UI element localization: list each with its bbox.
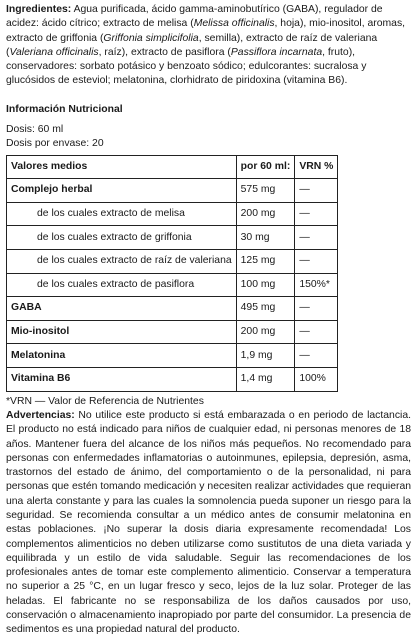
nutrient-amount: 575 mg (236, 179, 295, 203)
nutrient-name: Vitamina B6 (7, 368, 237, 392)
table-row (7, 320, 338, 344)
doses-per-pack-text: Dosis por envase: 20 (6, 138, 104, 150)
nutrient-name: Melatonina (7, 344, 237, 368)
table-row (7, 297, 338, 321)
nutrient-name: de los cuales extracto de raíz de valeriana (7, 250, 237, 274)
nutrient-vrn: — (295, 202, 338, 226)
warnings-label: Advertencias: (6, 409, 75, 421)
vrn-footnote: *VRN — Valor de Referencia de Nutrientes (6, 395, 204, 407)
ingredients-paragraph (6, 3, 411, 89)
nutrient-amount: 1,4 mg (236, 368, 295, 392)
table-row (7, 368, 338, 392)
ingredient-text-segment: Agua purificada, ácido gamma-aminobutírico (GABA), regulador de acidez: ácido cítrico; extracto de melisa ( (6, 4, 383, 30)
nutrient-amount: 30 mg (236, 226, 295, 250)
nutrient-amount: 200 mg (236, 202, 295, 226)
header-per-60ml: por 60 ml: (236, 155, 295, 179)
nutrient-amount: 200 mg (236, 320, 295, 344)
ingredient-latin-name: Griffonia simplicifolia (103, 32, 199, 44)
nutrient-vrn: — (295, 250, 338, 274)
table-row (7, 226, 338, 250)
table-row (7, 344, 338, 368)
nutrient-vrn: — (295, 344, 338, 368)
nutrient-amount: 100 mg (236, 273, 295, 297)
ingredients-label: Ingredientes: (6, 4, 72, 15)
table-header-row (7, 155, 338, 179)
nutrient-vrn: 100% (295, 368, 338, 392)
header-vrn: VRN % (295, 155, 338, 179)
nutrient-name: GABA (7, 297, 237, 321)
nutrient-name: Mio-inositol (7, 320, 237, 344)
dose-text: Dosis: 60 ml (6, 124, 64, 136)
warnings-text: No utilice este producto si está embarazada o en periodo de lactancia. El producto no está indicado para niños de cualquier edad, ni personas menores de 18 años. Mantener fuera del alcance de los niños más pequeños. No recomendado para personas con enfermedades inflamatorias o autoinmunes, epilepsia, depresión, asma, trastornos del estado de ánimo, del comportamiento o de la personalidad, ni para personas que estén tomando medicación y necesiten realizar actividades que requieran una alerta constante y para las cuales la somnolencia pueda suponer un riesgo para la seguridad. Se recomienda consultar a un médico antes de consumir melatonina en estas poblaciones. ¡No superar la dosis diaria expresamente recomendada! Los complementos alimenticios no deben utilizarse como sustitutos de una dieta variada y equilibrada y un estilo de vida saludable. Seguir las recomendaciones de los profesionales antes de tomar este complemento alimenticio. Conservar a temperatura no superior a 25 °C, en un lugar fresco y seco, lejos de la luz solar. Proteger de las heladas. El fabricante no se responsabiliza de los daños causados por uso, conservación o almacenamiento inapropiado por parte del consumidor. La presencia de sedimentos es una propiedad natural del producto. (6, 409, 411, 636)
nutrient-amount: 125 mg (236, 250, 295, 274)
ingredient-text-segment: , raíz), extracto de pasiflora ( (98, 46, 231, 58)
table-row (7, 179, 338, 203)
nutrient-vrn: — (295, 179, 338, 203)
nutrient-amount: 495 mg (236, 297, 295, 321)
nutrient-amount: 1,9 mg (236, 344, 295, 368)
nutrient-vrn: 150%* (295, 273, 338, 297)
ingredient-text-segment: , fruto), conservadores: sorbato potásico y benzoato sódico; edulcorantes: sucralosa y glucósidos de esteviol; melatonina, clorhidrato de piridoxina (vitamina B6). (6, 46, 367, 87)
nutrient-name: de los cuales extracto de melisa (7, 202, 237, 226)
table-row (7, 250, 338, 274)
table-row (7, 273, 338, 297)
ingredient-latin-name: Passiflora incarnata (230, 46, 323, 58)
nutrition-title: Información Nutricional (6, 103, 123, 115)
ingredient-latin-name: Melissa officinalis (193, 18, 275, 30)
nutrition-table (6, 155, 338, 392)
nutrient-name: de los cuales extracto de pasiflora (7, 273, 237, 297)
ingredients-text (6, 4, 405, 86)
table-row (7, 202, 338, 226)
warnings-paragraph (6, 409, 411, 638)
nutrient-vrn: — (295, 297, 338, 321)
ingredient-latin-name: Valeriana officinalis (9, 46, 99, 58)
nutrient-name: de los cuales extracto de griffonia (7, 226, 237, 250)
nutrient-vrn: — (295, 320, 338, 344)
nutrient-name: Complejo herbal (7, 179, 237, 203)
nutrient-vrn: — (295, 226, 338, 250)
ingredient-text-segment: , hoja), mio-inositol, aromas, extracto de griffonia ( (6, 18, 406, 44)
header-values: Valores medios (7, 155, 237, 179)
ingredient-text-segment: , semilla), extracto de raíz de valeriana ( (6, 32, 378, 58)
